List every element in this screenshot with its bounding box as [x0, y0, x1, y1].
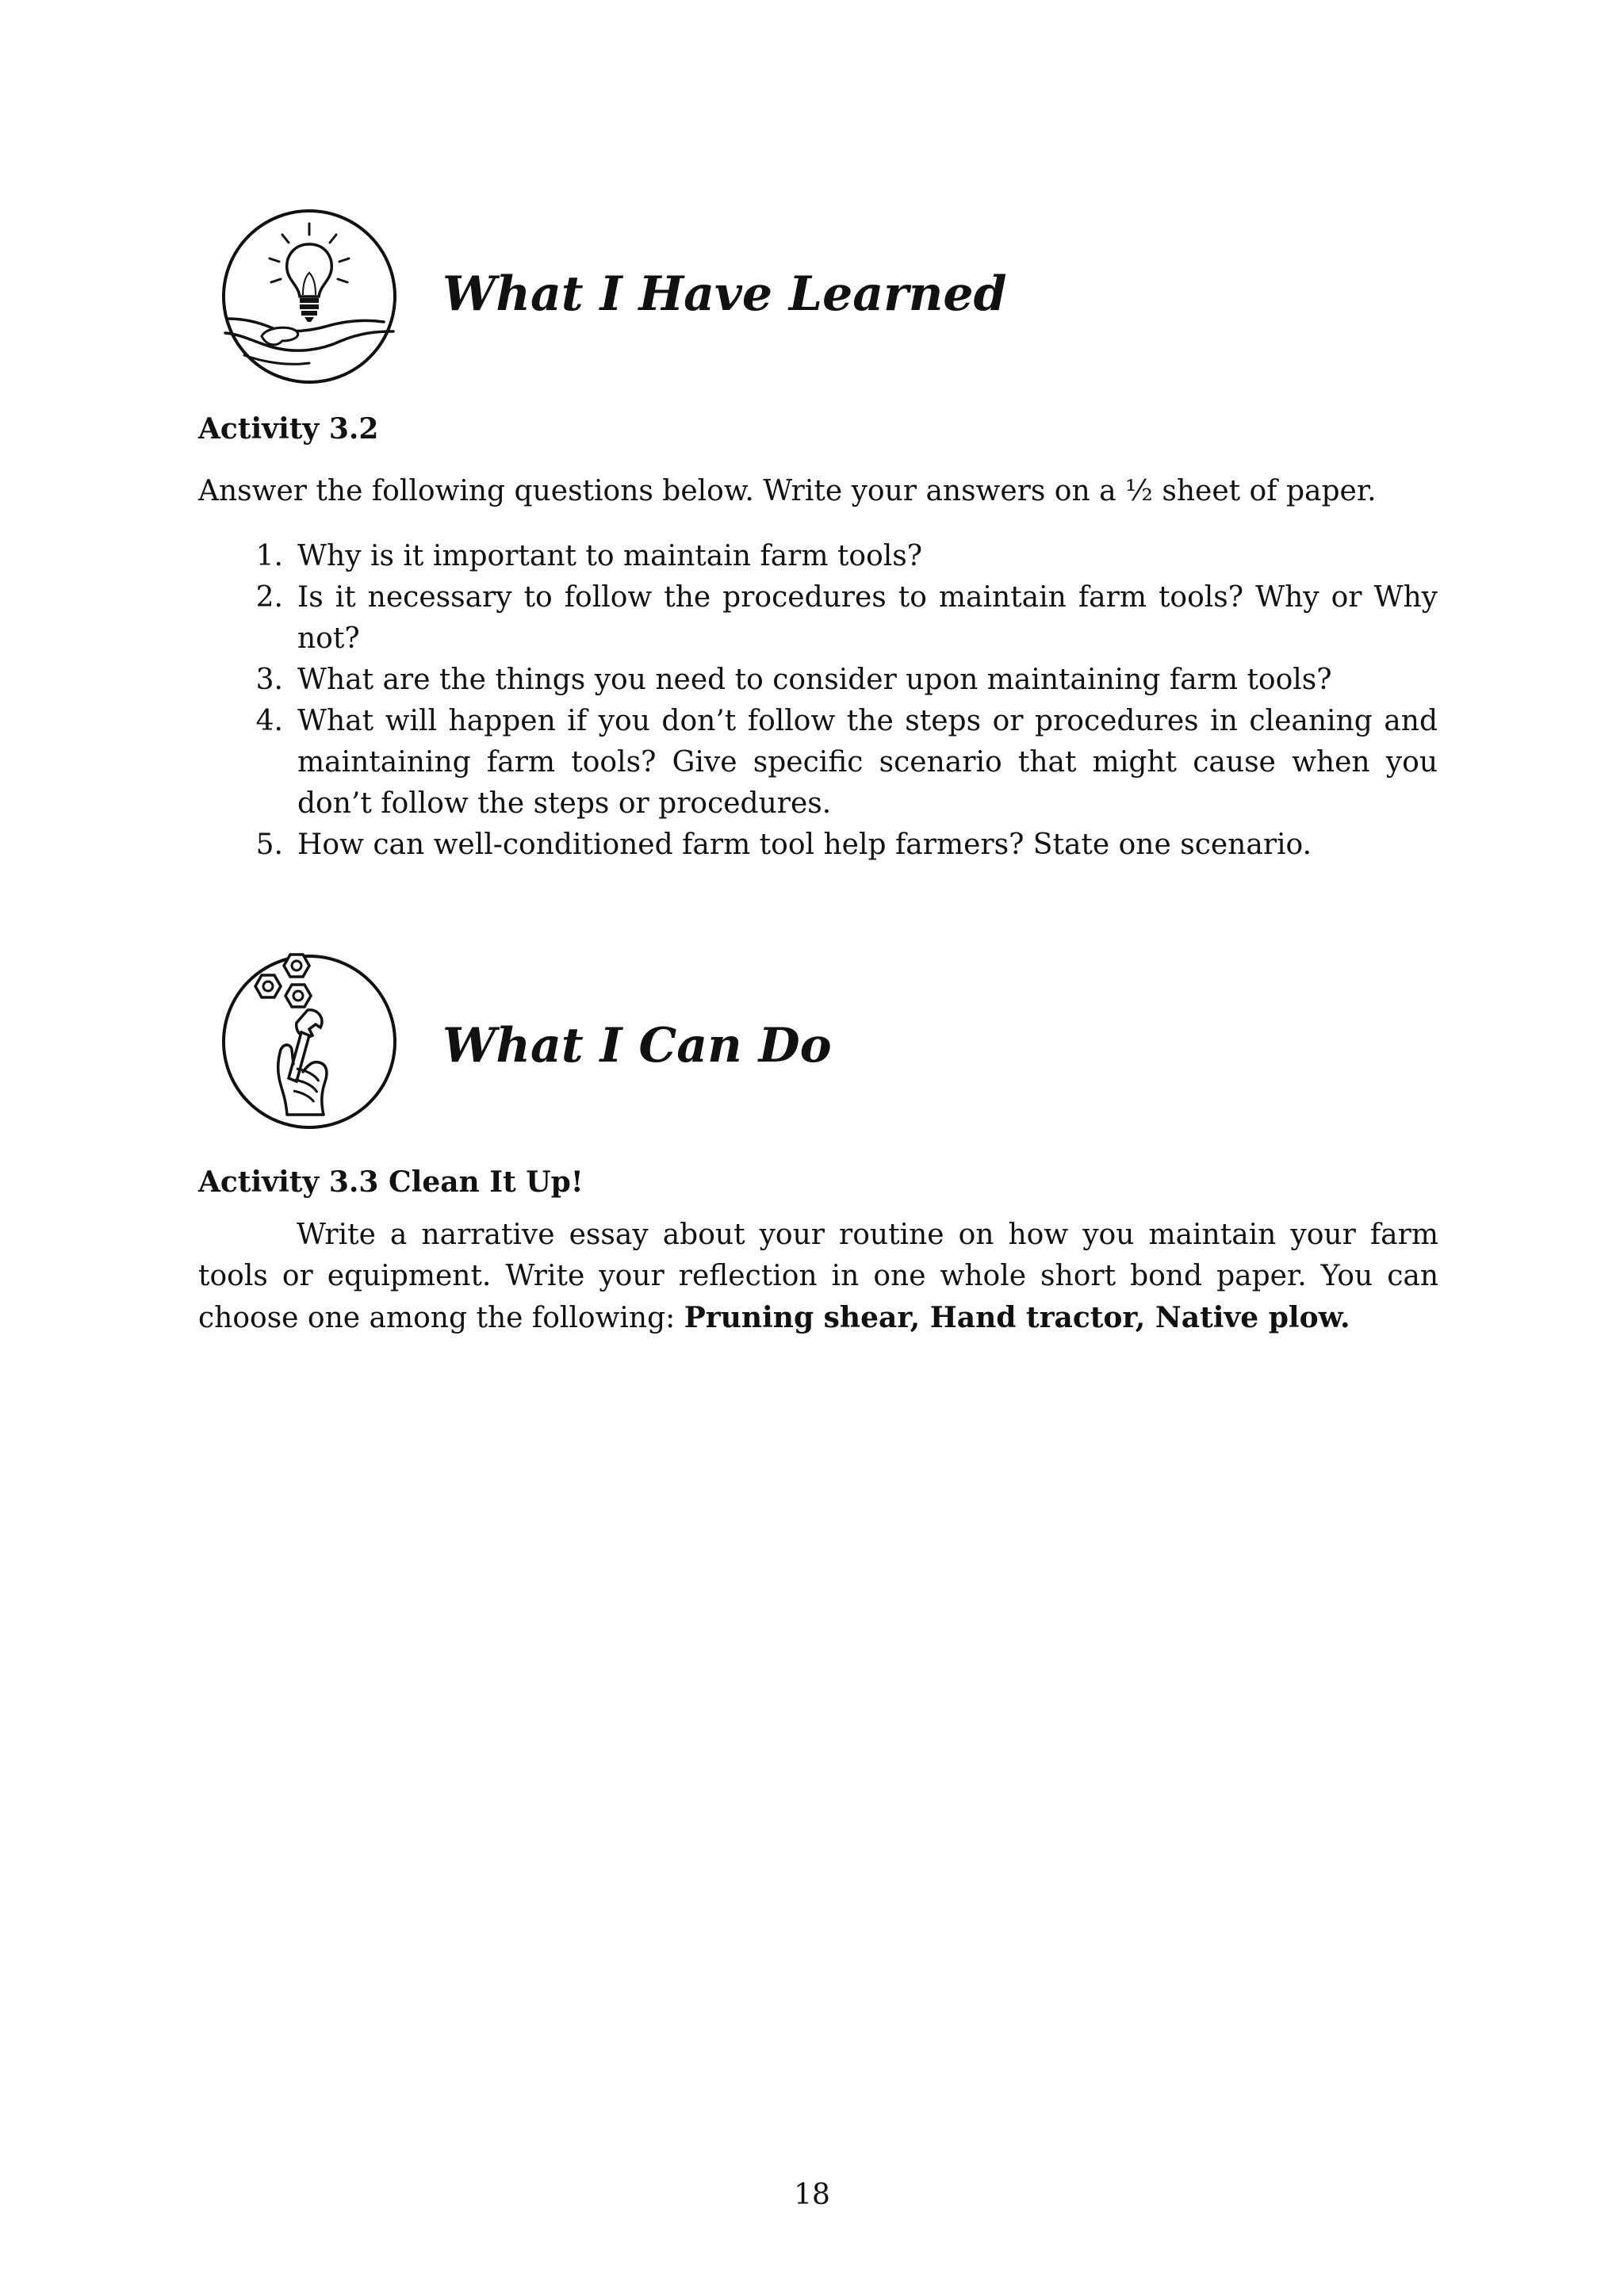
question-text: What are the things you need to consider upon maintaining farm tools? [297, 664, 1332, 696]
activity-instructions: Answer the following questions below. Write your answers on a ½ sheet of paper. [198, 475, 1377, 507]
question-text: What will happen if you don’t follow the steps or procedures in cleaning and maintaining farm tools? Give specific scenario that might cause when you don’t follow the steps or procedures. [297, 705, 1438, 820]
question-item [236, 701, 1438, 825]
activity-title-3-3: Activity 3.3 Clean It Up! [198, 1165, 584, 1199]
section-title-can-do: What I Can Do [442, 1018, 832, 1073]
question-text: How can well-conditioned farm tool help farmers? State one scenario. [297, 828, 1312, 861]
question-number: 4. [255, 705, 283, 737]
essay-instructions-text: Write a narrative essay about your routine on how you maintain your farm tools or equipment. Write your reflection in one whole short bond paper. You can choose one among the following: [198, 1219, 1438, 1334]
tool-choices: Pruning shear, Hand tractor, Native plow. [684, 1301, 1350, 1334]
lightbulb-hand-icon [214, 200, 404, 390]
hand-wrench-nuts-icon [214, 945, 404, 1135]
question-list [236, 536, 1438, 866]
question-text: Why is it important to maintain farm tools? [297, 540, 923, 572]
question-item [236, 825, 1438, 866]
question-text: Is it necessary to follow the procedures to maintain farm tools? Why or Why not? [297, 581, 1438, 655]
question-item [236, 660, 1438, 701]
question-number: 2. [255, 581, 283, 614]
activity-title-3-2: Activity 3.2 [198, 412, 379, 446]
section-title-learned: What I Have Learned [442, 266, 1007, 322]
question-number: 1. [255, 540, 283, 572]
question-item [236, 577, 1438, 660]
question-number: 3. [255, 664, 283, 696]
question-number: 5. [255, 828, 283, 861]
question-item [236, 536, 1438, 577]
essay-instructions [198, 1215, 1438, 1339]
page-number: 18 [794, 2179, 830, 2211]
